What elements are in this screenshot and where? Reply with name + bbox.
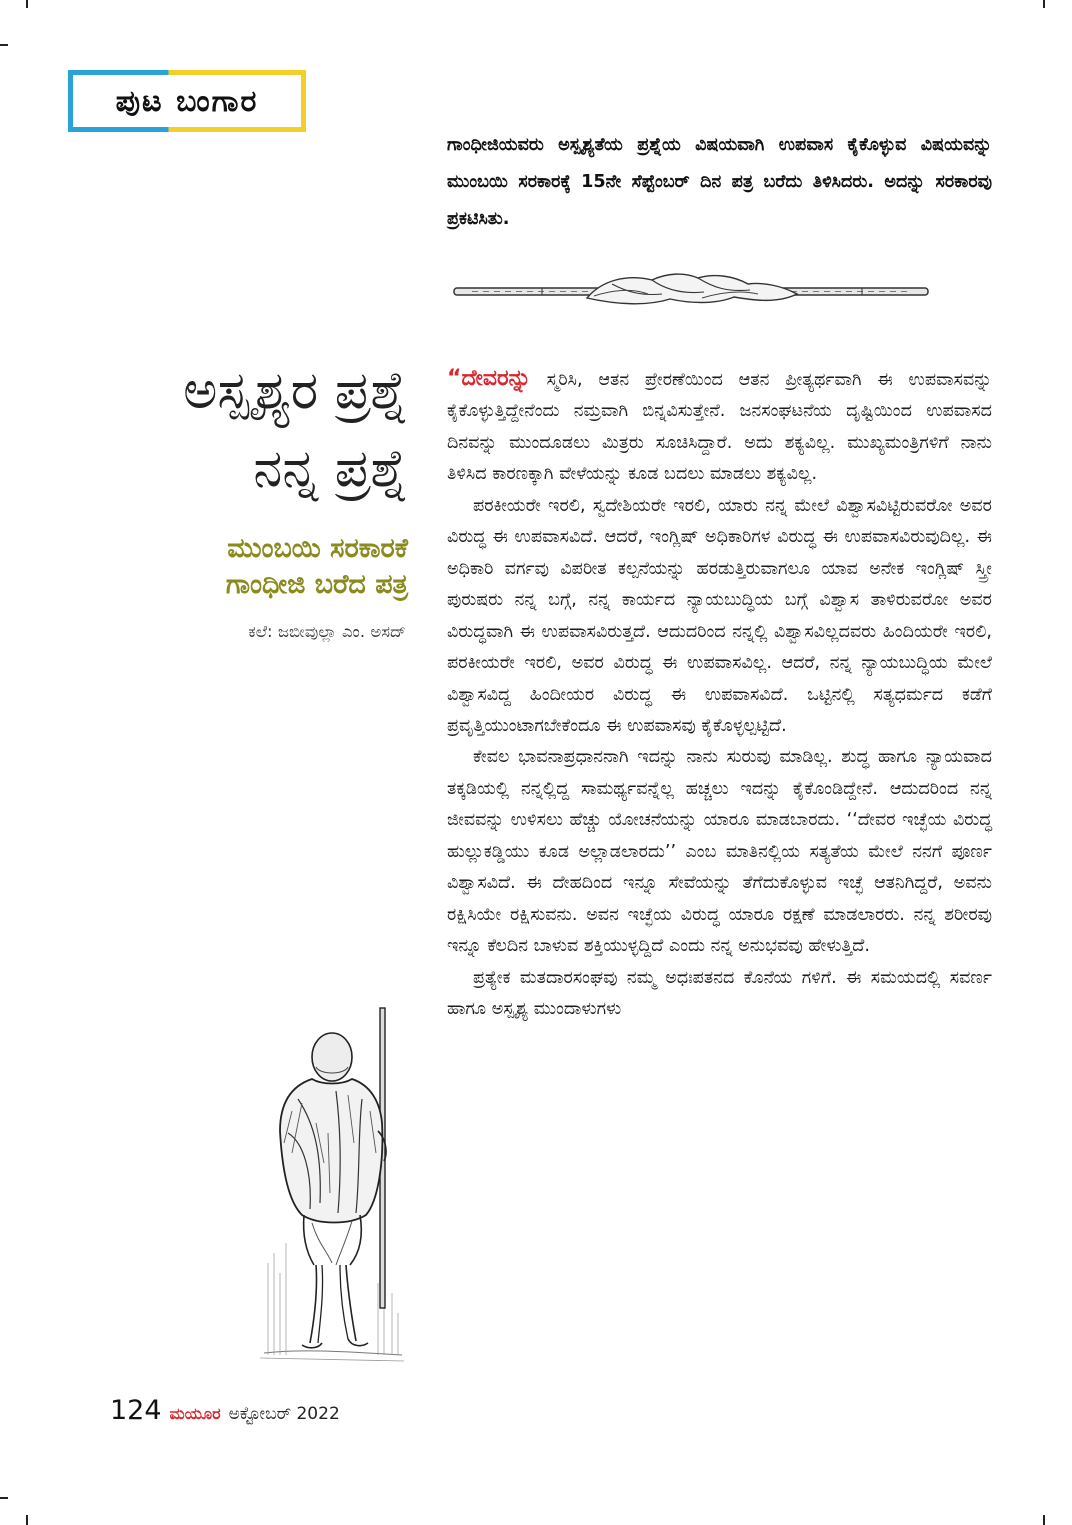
section-tag xyxy=(68,70,306,132)
crop-mark xyxy=(26,1515,28,1525)
subheading-line-2: ಗಾಂಧೀಜಿ ಬರೆದ ಪತ್ರ xyxy=(225,569,408,600)
walking-stick-divider xyxy=(452,270,932,310)
crop-mark xyxy=(0,1497,8,1499)
crop-mark xyxy=(0,44,8,46)
crop-mark xyxy=(26,0,28,8)
article-headline xyxy=(90,352,408,508)
walking-figure-illustration xyxy=(258,1003,408,1368)
intro-paragraph: ಗಾಂಧೀಜಿಯವರು ಅಸ್ಪೃಶ್ಯತೆಯ ಪ್ರಶ್ನೆಯ ವಿಷಯವಾಗಿ ಉಪವಾಸ ಕೈಕೊಳ್ಳುವ ವಿಷಯವನ್ನು ಮುಂಬಯಿ ಸರಕಾರಕ್ಕೆ 15ನೇ ಸೆಪ್ಟೆಂಬರ್ ದಿನ ಪತ್ರ ಬರೆದು ತಿಳಿಸಿದರು. ಅದನ್ನು ಸರಕಾರವು ಪ್ರಕಟಿಸಿತು. xyxy=(447,135,992,229)
lead-word: “ದೇವರನ್ನು xyxy=(447,366,531,391)
section-tag-label: ಪುಟ ಬಂಗಾರ xyxy=(115,83,259,119)
subheading-line-1: ಮುಂಬಯಿ ಸರಕಾರಕೆ xyxy=(227,533,408,564)
article-subheading xyxy=(100,531,408,603)
crop-mark xyxy=(1043,0,1045,8)
page-number: 124 xyxy=(110,1395,162,1426)
crop-mark xyxy=(1043,1515,1045,1525)
page-footer xyxy=(110,1395,340,1426)
body-paragraph-4: ಪ್ರತ್ಯೇಕ ಮತದಾರಸಂಘವು ನಮ್ಮ ಅಧಃಪತನದ ಕೊನೆಯ ಗಳಿಗೆ. ಈ ಸಮಯದಲ್ಲಿ ಸವರ್ಣ ಹಾಗೂ ಅಸ್ಪೃಶ್ಯ ಮುಂದಾಳುಗಳು xyxy=(447,967,992,1020)
body-paragraph-1-text: ಸ್ಮರಿಸಿ, ಆತನ ಪ್ರೇರಣೆಯಿಂದ ಆತನ ಪ್ರೀತ್ಯರ್ಥವಾಗಿ ಈ ಉಪವಾಸವನ್ನು ಕೈಕೊಳ್ಳುತ್ತಿದ್ದೇನೆಂದು ನಮ್ರವಾಗಿ ಬಿನ್ನವಿಸುತ್ತೇನೆ. ಜನಸಂಘಟನೆಯ ದೃಷ್ಟಿಯಿಂದ ಉಪವಾಸದ ದಿನವನ್ನು ಮುಂದೂಡಲು ಮಿತ್ರರು ಸೂಚಿಸಿದ್ದಾರೆ. ಅದು ಶಕ್ಯವಿಲ್ಲ. ಮುಖ್ಯಮಂತ್ರಿಗಳಿಗೆ ನಾನು ತಿಳಿಸಿದ ಕಾರಣಕ್ಕಾಗಿ ವೇಳೆಯನ್ನು ಕೂಡ ಬದಲು ಮಾಡಲು ಶಕ್ಯವಿಲ್ಲ. xyxy=(447,370,992,485)
art-credit: ಕಲೆ: ಜಬೀವುಲ್ಲಾ ಎಂ. ಅಸದ್ xyxy=(248,622,406,641)
headline-line-2: ನನ್ನ ಪ್ರಶ್ನೆ xyxy=(253,439,408,499)
body-paragraph-1 xyxy=(447,363,992,491)
magazine-name: ಮಯೂರ xyxy=(169,1404,221,1423)
issue-date: ಅಕ್ಟೋಬರ್ 2022 xyxy=(228,1404,340,1424)
body-paragraph-3: ಕೇವಲ ಭಾವನಾಪ್ರಧಾನನಾಗಿ ಇದನ್ನು ನಾನು ಸುರುವು ಮಾಡಿಲ್ಲ. ಶುದ್ಧ ಹಾಗೂ ನ್ಯಾಯವಾದ ತಕ್ಕಡಿಯಲ್ಲಿ ನನ್ನಲ್ಲಿದ್ದ ಸಾಮರ್ಥ್ಯವನ್ನೆಲ್ಲ ಹಚ್ಚಲು ಇದನ್ನು ಕೈಕೊಂಡಿದ್ದೇನೆ. ಆದುದರಿಂದ ನನ್ನ ಜೀವವನ್ನು ಉಳಿಸಲು ಹೆಚ್ಚು ಯೋಚನೆಯನ್ನು ಯಾರೂ ಮಾಡಬಾರದು. ‘‘ದೇವರ ಇಚ್ಛೆಯ ವಿರುದ್ಧ ಹುಲ್ಲುಕಡ್ಡಿಯು ಕೂಡ ಅಲ್ಲಾಡಲಾರದು’’ ಎಂಬ ಮಾತಿನಲ್ಲಿಯ ಸತ್ಯತೆಯ ಮೇಲೆ ನನಗೆ ಪೂರ್ಣ ವಿಶ್ವಾಸವಿದೆ. ಈ ದೇಹದಿಂದ ಇನ್ನೂ ಸೇವೆಯನ್ನು ತೆಗೆದುಕೊಳ್ಳುವ ಇಚ್ಛೆ ಆತನಿಗಿದ್ದರೆ, ಅವನು ರಕ್ಷಿಸಿಯೇ ರಕ್ಷಿಸುವನು. ಅವನ ಇಚ್ಛೆಯ ವಿರುದ್ಧ ಯಾರೂ ರಕ್ಷಣೆ ಮಾಡಲಾರರು. ನನ್ನ ಶರೀರವು ಇನ್ನೂ ಕೆಲದಿನ ಬಾಳುವ ಶಕ್ತಿಯುಳ್ಳದ್ದಿದೆ ಎಂದು ನನ್ನ ಅನುಭವವು ಹೇಳುತ್ತಿದೆ. xyxy=(447,747,992,957)
article-body xyxy=(447,363,992,1026)
headline-line-1: ಅಸ್ಪೃಶ್ಯರ ಪ್ರಶ್ನೆ xyxy=(183,361,408,421)
body-paragraph-2: ಪರಕೀಯರೇ ಇರಲಿ, ಸ್ವದೇಶಿಯರೇ ಇರಲಿ, ಯಾರು ನನ್ನ ಮೇಲೆ ವಿಶ್ವಾಸವಿಟ್ಟಿರುವರೋ ಅವರ ವಿರುದ್ಧ ಈ ಉಪವಾಸವಿದೆ. ಆದರೆ, ಇಂಗ್ಲಿಷ್ ಅಧಿಕಾರಿಗಳ ವಿರುದ್ಧ ಈ ಉಪವಾಸವಿರುವುದಿಲ್ಲ. ಈ ಅಧಿಕಾರಿ ವರ್ಗವು ವಿಪರೀತ ಕಲ್ಪನೆಯನ್ನು ಹರಡುತ್ತಿರುವಾಗಲೂ ಯಾವ ಅನೇಕ ಇಂಗ್ಲಿಷ್ ಸ್ತ್ರೀ ಪುರುಷರು ನನ್ನ ಬಗ್ಗೆ, ನನ್ನ ಕಾರ್ಯದ ನ್ಯಾಯಬುದ್ಧಿಯ ಬಗ್ಗೆ ವಿಶ್ವಾಸ ತಾಳಿರುವರೋ ಅವರ ವಿರುದ್ಧವಾಗಿ ಈ ಉಪವಾಸವಿರುತ್ತದೆ. ಆದುದರಿಂದ ನನ್ನಲ್ಲಿ ವಿಶ್ವಾಸವಿಲ್ಲದವರು ಹಿಂದಿಯರೇ ಇರಲಿ, ಪರಕೀಯರೇ ಇರಲಿ, ಅವರ ವಿರುದ್ಧ ಈ ಉಪವಾಸವಿಲ್ಲ. ಆದರೆ, ನನ್ನ ನ್ಯಾಯಬುದ್ಧಿಯ ಮೇಲೆ ವಿಶ್ವಾಸವಿದ್ದ ಹಿಂದೀಯರ ವಿರುದ್ಧ ಈ ಉಪವಾಸವಿದೆ. ಒಟ್ಟಿನಲ್ಲಿ ಸತ್ಯಧರ್ಮದ ಕಡೆಗೆ ಪ್ರವೃತ್ತಿಯುಂಟಾಗಬೇಕೆಂದೂ ಈ ಉಪವಾಸವು ಕೈಕೊಳ್ಳಲ್ಪಟ್ಟಿದೆ. xyxy=(447,495,992,736)
